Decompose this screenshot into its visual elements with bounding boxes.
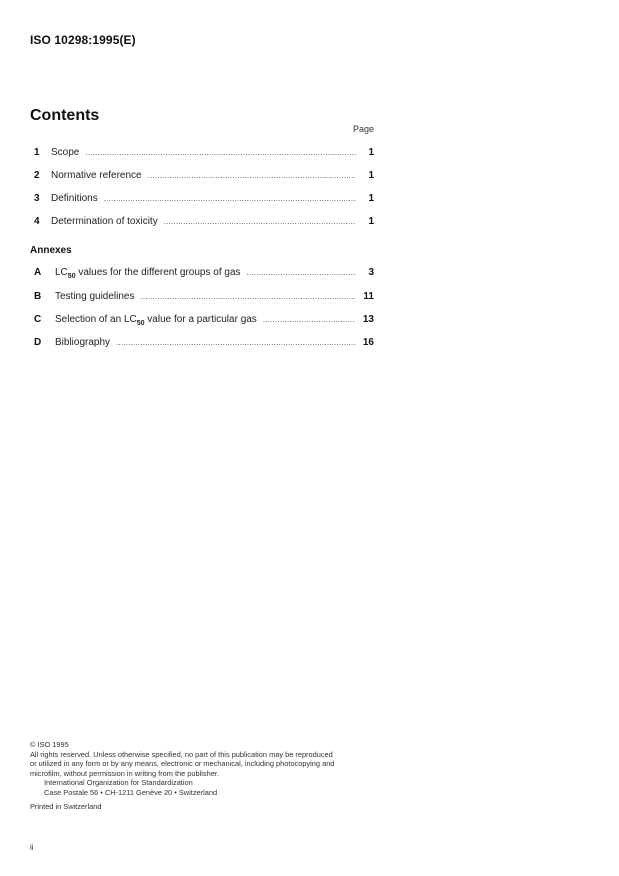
- toc-entry-determination-of-toxicity[interactable]: [34, 215, 374, 229]
- annex-page: 3: [368, 267, 374, 278]
- toc-entry-title: Normative reference: [51, 170, 142, 181]
- annex-letter: C: [34, 314, 42, 325]
- toc-annex-b[interactable]: [34, 290, 374, 304]
- annex-page: 11: [363, 291, 374, 302]
- page-number: ii: [30, 843, 34, 852]
- toc-entry-definitions[interactable]: [34, 192, 374, 206]
- toc-entry-normative-reference[interactable]: [34, 169, 374, 183]
- leader-dots: [116, 336, 355, 350]
- toc-entry-page: 1: [368, 216, 374, 227]
- toc-entry-number: 1: [34, 147, 40, 158]
- annex-letter: D: [34, 337, 42, 348]
- annex-title: Selection of an $LC_{50}$ value for a particular gas: [55, 314, 257, 327]
- leader-dots: [141, 290, 356, 304]
- toc-entry-title: Scope: [51, 147, 80, 158]
- toc-annex-a[interactable]: [34, 266, 374, 280]
- copyright-line: © ISO 1995: [30, 740, 69, 749]
- leader-dots: [164, 215, 356, 229]
- organization-name: International Organization for Standardization: [44, 778, 193, 787]
- toc-entry-page: 1: [368, 170, 374, 181]
- leader-dots: [85, 146, 356, 160]
- organization-address: Case Postale 56 • CH-1211 Genève 20 • Switzerland: [44, 787, 218, 797]
- annex-letter: A: [34, 267, 42, 278]
- toc-entry-page: 1: [368, 193, 374, 204]
- leader-dots: [148, 169, 356, 183]
- rights-text: All rights reserved. Unless otherwise specified, no part of this publication may be reproduced: [30, 749, 333, 759]
- annex-page: 16: [362, 337, 374, 348]
- toc-entry-title: Determination of toxicity: [51, 216, 158, 227]
- toc-entry-number: 3: [34, 193, 40, 204]
- annex-letter: B: [34, 291, 42, 302]
- annex-title: Bibliography: [55, 337, 111, 348]
- annex-title: $LC_{50}$ values for the different groups of gas: [55, 267, 241, 280]
- toc-entry-page: 1: [368, 147, 374, 158]
- toc-entry-title: Definitions: [51, 193, 98, 204]
- contents-title: Contents: [30, 107, 100, 124]
- toc-annex-d[interactable]: [34, 336, 374, 350]
- annex-page: 13: [362, 314, 374, 325]
- page-column-label: Page: [352, 124, 374, 134]
- toc-entry-scope[interactable]: [34, 146, 374, 160]
- leader-dots: [247, 266, 356, 280]
- toc-entry-number: 2: [34, 170, 40, 181]
- toc-annex-c[interactable]: [34, 313, 374, 327]
- leader-dots: [263, 313, 355, 327]
- document-id: ISO 10298:1995(E): [30, 33, 136, 47]
- copyright-notice: [30, 740, 380, 812]
- annex-title: Testing guidelines: [55, 291, 135, 302]
- annexes-heading: Annexes: [30, 245, 72, 256]
- toc-entry-number: 4: [34, 216, 40, 227]
- rights-text: microfilm, without permission in writing from the publisher.: [30, 768, 219, 778]
- printed-in: Printed in Switzerland: [30, 802, 102, 811]
- rights-text: or utilized in any form or by any means, electronic or mechanical, including photocopying and: [30, 759, 335, 768]
- leader-dots: [104, 192, 356, 206]
